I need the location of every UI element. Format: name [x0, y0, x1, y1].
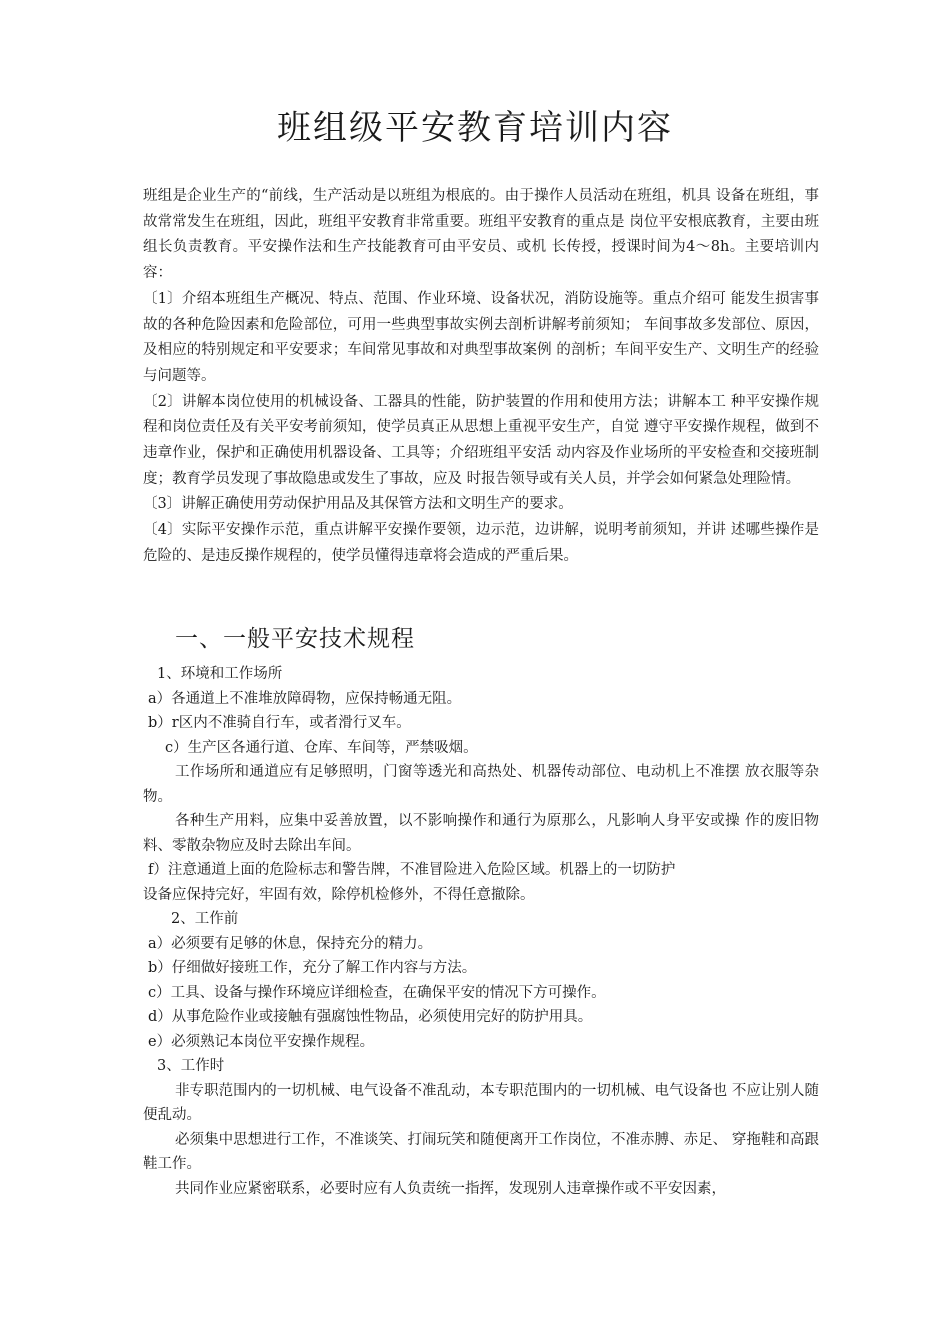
rule-item: b）仔细做好接班工作，充分了解工作内容与方法。	[148, 960, 477, 976]
rule-item: b）r区内不准骑自行车，或者滑行叉车。	[148, 715, 411, 731]
rule-item: a）必须要有足够的休息，保持充分的精力。	[148, 935, 433, 952]
intro-paragraph: 班组是企业生产的“前线，生产活动是以班组为根底的。由于操作人员活动在班组，机具 设备在班组，事故常常发生在班组，因此，班组平安教育非常重要。班组平安教育的重点是 岗位平安根底教育，主要由班组长负责教育。平安操作法和生产技能教育可由平安员、或机 长传授，授课时间为4〜8h。主要培训内容：	[143, 188, 819, 282]
rule-paragraph: 各种生产用料，应集中妥善放置，以不影响操作和通行为原那么，凡影响人身平安或操 作的废旧物料、零散杂物应及时去除出车间。	[143, 813, 819, 854]
section-heading: 一、一般平安技术规程	[175, 626, 415, 652]
rule-item: f）注意通道上面的危险标志和警告牌，不准冒险进入危险区域。机器上的一切防护	[148, 862, 676, 878]
rule-paragraph: 共同作业应紧密联系，必要时应有人负责统一指挥，发现别人违章操作或不平安因素，	[175, 1180, 726, 1197]
intro-item-3: 〔3〕讲解正确使用劳动保护用品及其保管方法和文明生产的要求。	[143, 496, 573, 513]
intro-section	[143, 184, 819, 570]
rule-item: d）从事危险作业或接触有强腐蚀性物品，必须使用完好的防护用具。	[148, 1009, 593, 1025]
rule-paragraph: 非专职范围内的一切机械、电气设备不准乱动，本专职范围内的一切机械、电气设备也 不应让别人随便乱动。	[143, 1082, 819, 1123]
rules-section	[143, 662, 819, 1201]
rule-item: a）各通道上不准堆放障碍物，应保持畅通无阻。	[148, 690, 462, 707]
rule-paragraph: 必须集中思想进行工作，不准谈笑、打闹玩笑和随便离开工作岗位，不准赤膊、赤足、 穿拖鞋和高跟鞋工作。	[143, 1131, 819, 1172]
rule-item-continuation: 设备应保持完好，牢固有效，除停机检修外，不得任意撤除。	[143, 886, 535, 903]
intro-item-2: 〔2〕讲解本岗位使用的机械设备、工器具的性能，防护装置的作用和使用方法；讲解本工 种平安操作规程和岗位责任及有关平安考前须知，使学员真正从思想上重视平安生产，自觉 遵守平安操作规程，做到不违章作业，保护和正确使用机器设备、工具等；介绍班组平安活 动内容及作业场所的平安检查和交接班制度；教育学员发现了事故隐患或发生了事故，应及 时报告领导或有关人员，并学会如何紧急处理险情。	[143, 393, 819, 487]
rule-paragraph: 工作场所和通道应有足够照明，门窗等透光和高热处、机器传动部位、电动机上不准摆 放衣服等杂物。	[143, 764, 819, 805]
intro-item-1: 〔1〕介绍本班组生产概况、特点、范围、作业环境、设备状况，消防设施等。重点介绍可 能发生损害事故的各种危险因素和危险部位，可用一些典型事故实例去剖析讲解考前须知； 车间事故多发部位、原因，及相应的特别规定和平安要求；车间常见事故和对典型事故案例 的剖析；车间平安生产、文明生产的经验与问题等。	[143, 290, 819, 384]
rule-item: c）工具、设备与操作环境应详细检查，在确保平安的情况下方可操作。	[148, 984, 606, 1001]
subsection-heading-during-work: 3、工作时	[157, 1058, 225, 1074]
intro-item-4: 〔4〕实际平安操作示范，重点讲解平安操作要领，边示范，边讲解，说明考前须知，并讲 述哪些操作是危险的、是违反操作规程的，使学员懂得违章将会造成的严重后果。	[143, 522, 819, 564]
rule-item: e）必须熟记本岗位平安操作规程。	[148, 1033, 375, 1050]
subsection-heading-before-work: 2、工作前	[171, 911, 239, 927]
document-title: 班组级平安教育培训内容	[277, 108, 673, 148]
rule-item: c）生产区各通行道、仓库、车间等，严禁吸烟。	[165, 739, 478, 756]
subsection-heading-environment: 1、环境和工作场所	[157, 666, 283, 682]
